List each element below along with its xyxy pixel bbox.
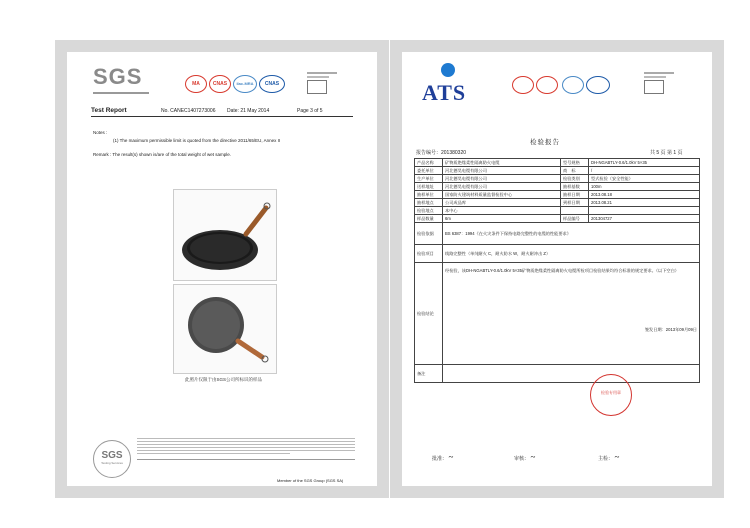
table-row: 抽样单位 国家防火建筑材料质量监督检验中心 抽样日期 2013.08.18 (415, 191, 700, 199)
table-row: 生产单位 河北德昊电缆有限公司 检验类别 型式检验（安全性能） (415, 175, 700, 183)
issue-date: 签发日期：2013年09月09日 (644, 327, 697, 332)
report-number: No. CANEC1407273006 (161, 108, 216, 114)
ilac-mark (562, 76, 584, 94)
conclusion-text: 经检验，该DH-NGABTLY-0.6/1.0kV 5×35矿物质绝缘柔性隔离防火电缆所检项目检验结果均符合标准的规定要求。（以下空白） (445, 268, 679, 273)
sgs-logo-underline (93, 92, 149, 94)
note-1: (1) The maximum permissible limit is quoted from the directive 2011/65/EU, Annex II (113, 138, 281, 143)
pan-image-bottom (174, 285, 276, 373)
table-row: 检验项目 线路完整性（单纯耐火 C，耐火防水 W，耐火耐冲击 Z） (415, 245, 700, 263)
table-row: 检验结论 经检验，该DH-NGABTLY-0.6/1.0kV 5×35矿物质绝缘柔性隔离防火电缆所检项目检验结果均符合标准的规定要求。（以下空白） 签发日期：2013年09月09日 (415, 263, 700, 365)
accreditation-stamp (307, 72, 347, 100)
table-row: 送样地址 河北德昊电缆有限公司 抽样基数 100m (415, 183, 700, 191)
cma-mark: MA (185, 75, 207, 93)
report-date: Date: 21 May 2014 (227, 108, 270, 114)
header-divider (91, 116, 353, 117)
sgs-report-page (67, 52, 377, 486)
footer-fine-print (137, 438, 355, 460)
pan-image-top (174, 190, 276, 280)
ats-globe-icon (441, 63, 455, 77)
sgs-footer-badge: SGS Testing Services (93, 440, 131, 478)
report-page: 共 5 页 第 1 页 (650, 150, 683, 156)
signature-review: 审核： ~ (514, 452, 536, 462)
cnas-mark (586, 76, 610, 94)
table-row: 备注 (415, 365, 700, 383)
report-number: 报告编号：201380320 (416, 150, 467, 156)
product-photo-top (173, 189, 277, 281)
ats-report-page (402, 52, 712, 486)
signature-inspector: 主检： ~ (598, 452, 620, 462)
table-row: 样品数量 6m 样品编号 201304727 (415, 215, 700, 223)
cal-mark (536, 76, 558, 94)
remark: Remark : The result(s) shown is/are of the total weight of wet sample. (93, 152, 231, 157)
product-photo-bottom (173, 284, 277, 374)
photo-caption: 此照片仅限于由SGS公司所标识的样品 (185, 377, 263, 382)
ats-logo: ATS (422, 80, 467, 105)
cal-mark: CNAS (209, 75, 231, 93)
sgs-report-panel (55, 40, 389, 498)
table-row: 抽样地点 公司成品库 到样日期 2013.08.21 (415, 199, 700, 207)
table-row: 检验地点 本中心 (415, 207, 700, 215)
sgs-logo: SGS (93, 64, 143, 89)
report-title: Test Report (91, 107, 127, 114)
report-table (414, 158, 700, 383)
ats-report-panel (390, 40, 724, 498)
table-row: 产品名称 矿物质绝缘柔性隔离防火电缆 型号规格 DH-NGABTLY-0.6/1.0kV 5×35 (415, 159, 700, 167)
cma-mark (512, 76, 534, 94)
report-title: 检验报告 (530, 139, 560, 146)
ilac-mark: ilac-MRA (233, 75, 257, 93)
cnas-mark: CNAS (259, 75, 285, 93)
signature-approve: 批准： ~ (432, 452, 454, 462)
inspection-seal: 检验专用章 (590, 374, 632, 416)
notes-label: Notes : (93, 130, 108, 135)
table-row: 委托单位 河北德昊电缆有限公司 商 标 / (415, 167, 700, 175)
member-line: Member of the SGS Group (SGS SA) (277, 478, 344, 483)
accreditation-stamp (644, 72, 684, 100)
report-page: Page 3 of 5 (297, 108, 323, 114)
table-row: 检验依据 BS 6387：1994《在火灾条件下保持电路完整性的电缆的性能要求》 (415, 223, 700, 245)
